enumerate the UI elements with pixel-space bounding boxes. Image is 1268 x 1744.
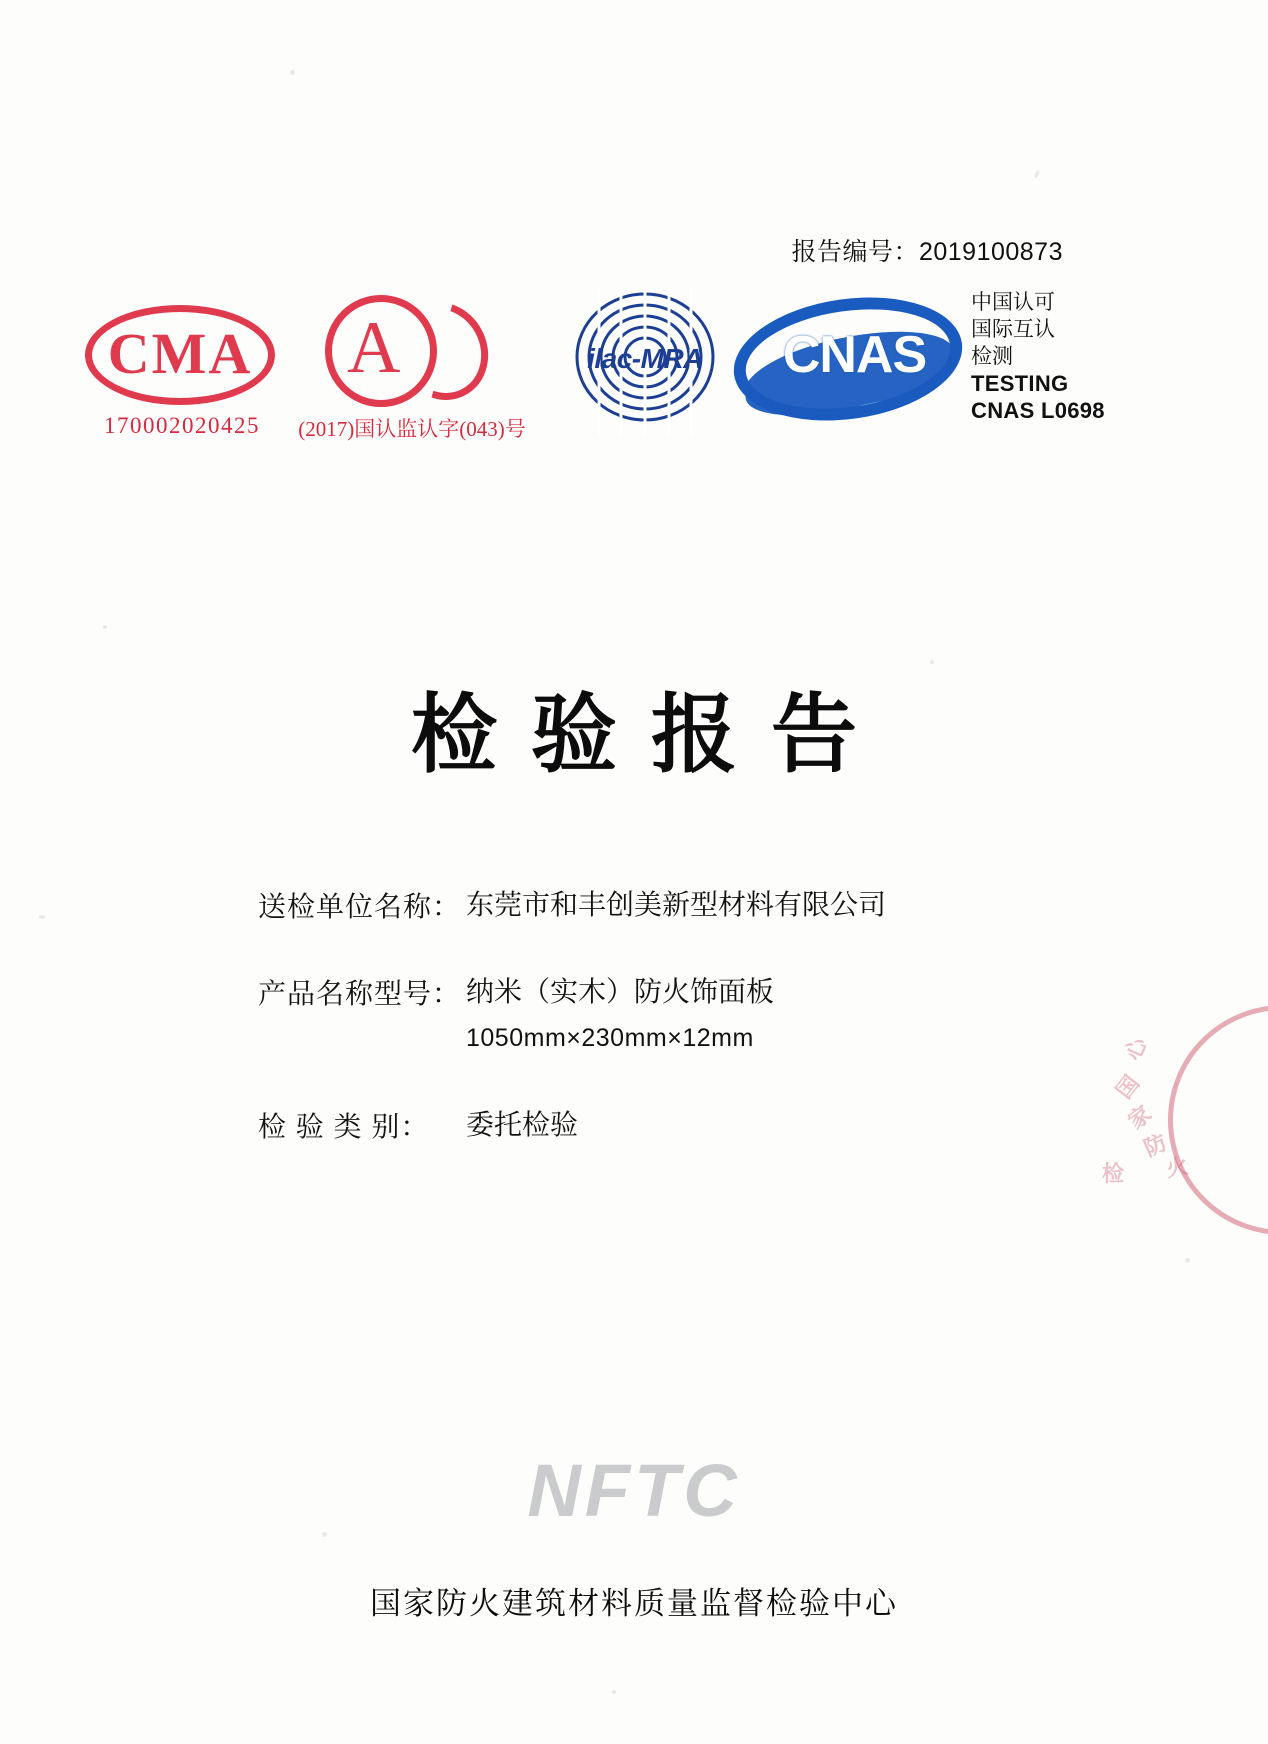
field-label-client: 送检单位名称： xyxy=(258,891,462,922)
cnas-logo-icon xyxy=(733,289,1105,439)
field-value-product-name: 纳米（实木）防火饰面板 xyxy=(466,976,775,1007)
paper-speck xyxy=(1185,1258,1190,1263)
paper-speck xyxy=(930,660,934,664)
nftc-watermark: NFTC xyxy=(527,1449,741,1532)
paper-speck xyxy=(103,625,107,629)
field-label-product: 产品名称型号： xyxy=(258,978,462,1009)
footer-organization: 国家防火建筑材料质量监督检验中心 xyxy=(370,1586,898,1621)
ilac-mra-logo-icon xyxy=(565,287,725,437)
field-label-inspection-type: 检 验 类 别： xyxy=(258,1111,430,1142)
stamp-char: 检 xyxy=(1102,1162,1125,1187)
stamp-char: 家 xyxy=(1123,1101,1157,1135)
ilac-mra-logo-text: ilac-MRA xyxy=(587,343,703,374)
cnas-logo-text: CNAS xyxy=(782,326,927,384)
report-number: 报告编号：2019100873 xyxy=(791,238,1063,266)
cnas-line-4: TESTING xyxy=(971,371,1069,396)
field-value-client: 东莞市和丰创美新型材料有限公司 xyxy=(466,889,887,920)
field-row xyxy=(258,885,1078,925)
report-fields xyxy=(258,885,1078,1192)
cnas-line-5: CNAS L0698 xyxy=(971,398,1105,423)
paper-speck xyxy=(612,1690,616,1694)
paper-speck xyxy=(39,915,45,919)
cnas-line-1: 中国认可 xyxy=(971,291,1055,314)
cal-logo-icon xyxy=(325,295,495,407)
cma-logo-icon xyxy=(85,305,275,405)
accreditation-logo-strip xyxy=(85,291,1185,465)
cnas-accreditation-text xyxy=(971,289,1105,424)
field-value-product-size: 1050mm×230mm×12mm xyxy=(466,1024,754,1052)
field-value-inspection-type: 委托检验 xyxy=(466,1109,579,1140)
cma-certificate-number: 170002020425 xyxy=(104,413,260,438)
field-value-product xyxy=(466,972,1078,1058)
cnas-line-3: 检测 xyxy=(971,345,1013,368)
cma-logo-text: CMA xyxy=(107,321,253,386)
stamp-char: 心 xyxy=(1120,1034,1153,1065)
official-stamp-inner xyxy=(1102,1034,1268,1205)
cal-certificate-number: (2017)国认监认字(043)号 xyxy=(298,417,526,441)
cal-letter-a: A xyxy=(347,307,401,389)
page-title: 检验报告 xyxy=(411,685,891,785)
field-row xyxy=(258,1105,1078,1145)
paper-speck xyxy=(1033,170,1040,179)
field-row xyxy=(258,972,1078,1058)
stamp-char: 火 xyxy=(1164,1154,1191,1183)
paper-speck xyxy=(290,70,295,75)
cnas-line-2: 国际互认 xyxy=(971,318,1055,341)
stamp-char: 国 xyxy=(1111,1071,1146,1105)
stamp-char: 防 xyxy=(1140,1130,1171,1163)
